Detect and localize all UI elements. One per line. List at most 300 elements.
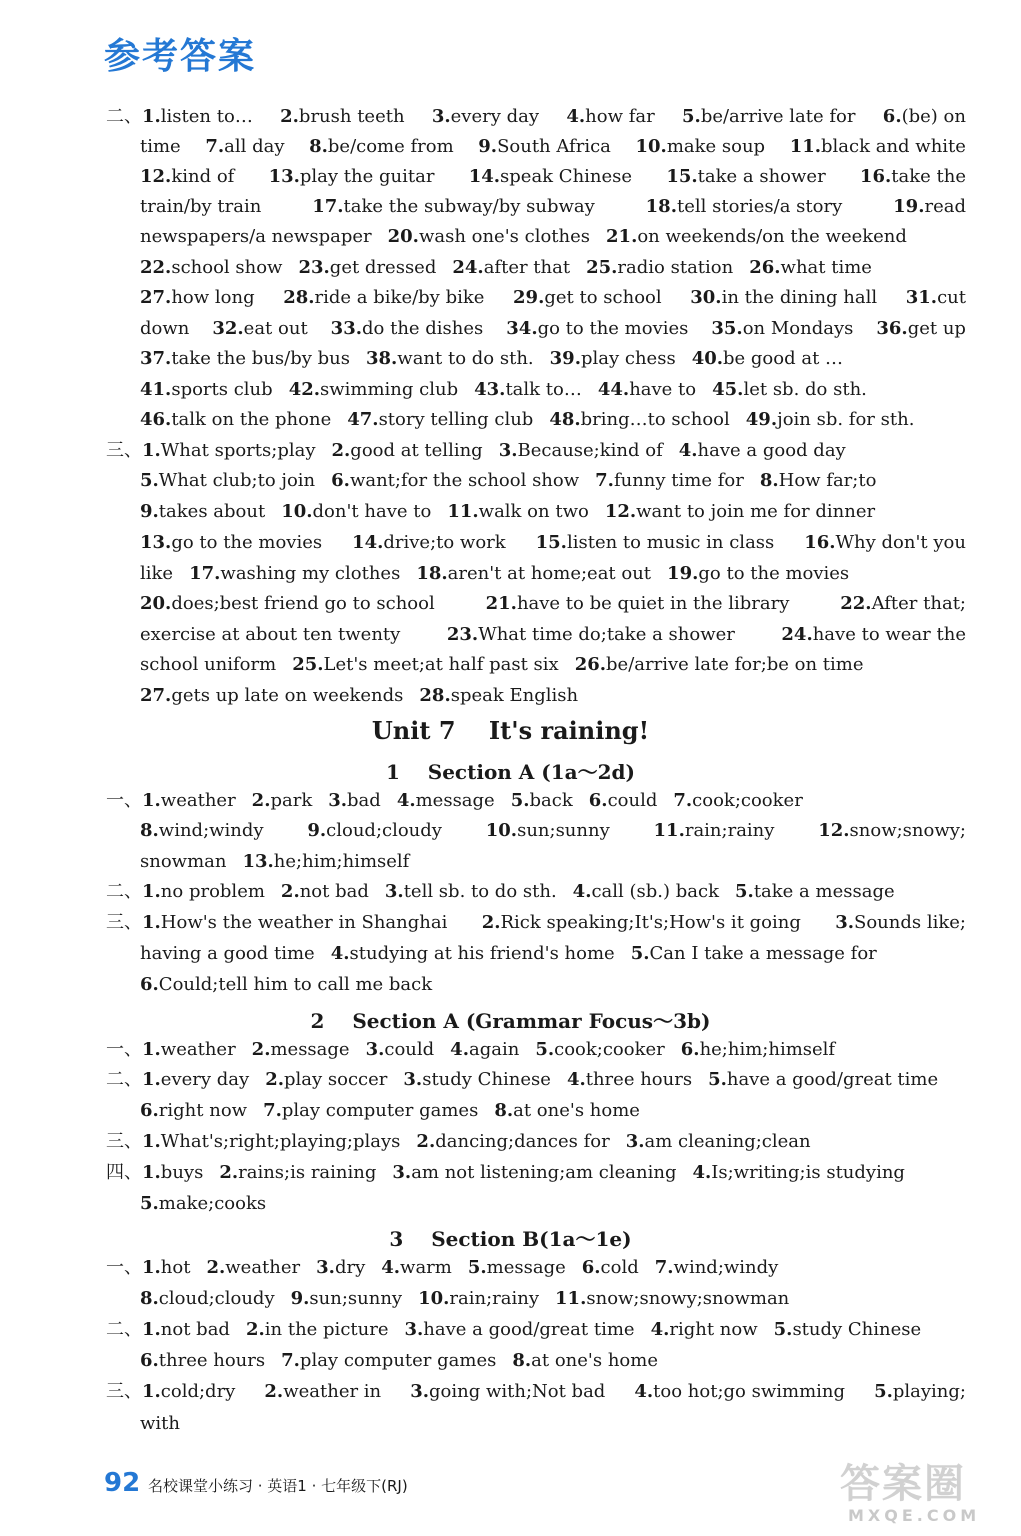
answer-text: get dressed (329, 257, 437, 278)
answer-item (140, 532, 322, 554)
answer-item (598, 379, 696, 401)
answer-text: sports club (171, 379, 273, 400)
answer-text: cold (600, 1257, 639, 1278)
answer-number: 3. (835, 912, 854, 933)
answer-text: tell sb. to do sth. (403, 881, 557, 902)
answer-text: all day (224, 136, 285, 157)
answer-item (140, 287, 255, 309)
answer-item (419, 685, 578, 707)
answer-line (106, 1319, 937, 1341)
answer-item (682, 106, 855, 128)
answer-number: 14. (352, 532, 384, 553)
answer-number: 12. (140, 166, 172, 187)
answer-text: he;him;himself (273, 851, 410, 872)
answer-item (392, 1162, 676, 1184)
answer-number: 5. (467, 1257, 487, 1278)
answer-text: am cleaning;clean (644, 1131, 811, 1152)
answer-item (140, 1350, 265, 1372)
answer-number: 1. (142, 440, 161, 461)
answer-item (595, 470, 744, 492)
answer-item (513, 287, 662, 309)
answer-number: 5. (874, 1381, 893, 1402)
answer-number: 2. (219, 1162, 239, 1183)
answer-item (589, 790, 658, 812)
answer-text: does;best friend go to school (171, 593, 435, 614)
answer-number: 7. (281, 1350, 300, 1371)
answer-number: 3. (403, 1069, 423, 1090)
answer-text: time (140, 136, 181, 157)
page-title: 参考答案 (104, 36, 257, 77)
answer-text: right now (158, 1100, 248, 1121)
answer-item (711, 318, 853, 340)
answer-number: 4. (692, 1162, 712, 1183)
answer-item (679, 440, 846, 462)
answer-item (735, 881, 895, 903)
answer-item (635, 136, 765, 158)
answer-text: bad (347, 790, 381, 811)
answer-number: 3. (316, 1257, 335, 1278)
answer-item (140, 943, 315, 965)
answer-text: eat out (243, 318, 308, 339)
answer-item (252, 1039, 350, 1061)
answer-number: 48. (549, 409, 581, 430)
answer-item (331, 943, 615, 965)
answer-item (140, 166, 234, 188)
answer-number: 26. (749, 257, 781, 278)
answer-text: play chess (580, 348, 676, 369)
answer-item (281, 1350, 496, 1372)
answer-item (140, 257, 282, 279)
answer-item (804, 532, 966, 554)
section-marker: 三、 (106, 912, 142, 933)
answer-text: speak Chinese (500, 166, 633, 187)
answer-line (140, 136, 966, 158)
answer-number: 5. (682, 106, 701, 127)
answer-text: message (415, 790, 495, 811)
answer-text: right now (669, 1319, 758, 1340)
answer-number: 4. (572, 881, 592, 902)
answer-item (482, 912, 801, 934)
answer-item (692, 348, 843, 370)
answer-number: 28. (283, 287, 315, 308)
answer-item (331, 318, 484, 340)
answer-item (410, 1381, 605, 1403)
answer-text: message (486, 1257, 566, 1278)
answer-item (140, 348, 350, 370)
answer-line (140, 226, 923, 248)
answer-number: 11. (789, 136, 822, 157)
answer-text: make soup (666, 136, 766, 157)
answer-line (106, 1039, 851, 1061)
answer-item (818, 820, 966, 842)
answer-text: get up (907, 318, 966, 339)
answer-text: what time (780, 257, 872, 278)
answer-line (140, 257, 888, 279)
answer-item (246, 1319, 389, 1341)
answer-number: 4. (678, 440, 698, 461)
answer-line (140, 501, 891, 523)
answer-item (404, 1319, 634, 1341)
answer-line (106, 790, 819, 812)
answer-number: 3. (625, 1131, 645, 1152)
answer-text: study Chinese (792, 1319, 922, 1340)
answer-number: 5. (708, 1069, 727, 1090)
answer-text: go to the movies (698, 563, 850, 584)
answer-line (140, 820, 966, 842)
answer-text: take a shower (697, 166, 826, 187)
answer-item (388, 226, 590, 248)
answer-number: 19. (893, 196, 925, 217)
answer-number: 7. (654, 1257, 674, 1278)
answer-number: 3. (410, 1381, 429, 1402)
answer-line (106, 1257, 794, 1279)
answer-item (140, 685, 403, 707)
answer-number: 18. (645, 196, 677, 217)
answer-number: 8. (759, 470, 779, 491)
answer-line (106, 1381, 966, 1403)
answer-item (447, 501, 588, 523)
answer-item (692, 1162, 905, 1184)
answer-item (307, 820, 442, 842)
answer-number: 8. (140, 1288, 159, 1309)
answer-text: cook;cooker (554, 1039, 665, 1060)
answer-text: ride a bike/by bike (314, 287, 485, 308)
answer-item (140, 409, 331, 431)
answer-number: 43. (474, 379, 506, 400)
answer-number: 17. (189, 563, 221, 584)
answer-item (840, 593, 966, 615)
answer-line (140, 654, 880, 676)
answer-text: What sports;play (160, 440, 316, 461)
answer-item (292, 654, 559, 676)
answer-text: swimming club (320, 379, 459, 400)
answer-text: not bad (160, 1319, 230, 1340)
answer-item (242, 851, 409, 873)
answer-item (712, 379, 867, 401)
answer-text: after that (483, 257, 571, 278)
answer-item (906, 287, 966, 309)
answer-number: 8. (140, 820, 159, 841)
answer-text: funny time for (613, 470, 744, 491)
answer-number: 13. (242, 851, 274, 872)
answer-text: cloud;cloudy (158, 1288, 275, 1309)
answer-item (142, 106, 253, 128)
answer-item (634, 1381, 845, 1403)
answer-text: walk on two (478, 501, 589, 522)
answer-item (281, 501, 431, 523)
answer-line (140, 379, 883, 401)
answer-number: 9. (140, 501, 159, 522)
answer-item (366, 348, 534, 370)
answer-item (774, 1319, 922, 1341)
answer-text: again (468, 1039, 520, 1060)
answer-line (140, 409, 930, 431)
answer-number: 7. (263, 1100, 282, 1121)
answer-item (575, 654, 864, 676)
section-marker: 三、 (106, 440, 142, 461)
answer-item (142, 1039, 236, 1061)
answer-text: Rick speaking;It's;How's it going (500, 912, 801, 933)
answer-item (468, 1257, 566, 1279)
answer-item (142, 790, 236, 812)
answer-text: talk on the phone (171, 409, 332, 430)
answer-number: 1. (142, 912, 161, 933)
answer-item (328, 790, 381, 812)
answer-text: join sb. for sth. (777, 409, 915, 430)
answer-item (550, 348, 676, 370)
answer-item (655, 1257, 779, 1279)
answer-item (397, 790, 495, 812)
answer-line (106, 106, 966, 128)
answer-item (142, 1257, 190, 1279)
answer-number: 47. (347, 409, 379, 430)
section-marker: 三、 (106, 1381, 142, 1402)
answer-number: 1. (142, 106, 161, 127)
answer-number: 14. (468, 166, 501, 187)
answer-item (264, 1381, 381, 1403)
answer-number: 23. (298, 257, 330, 278)
answer-item (573, 881, 719, 903)
watermark-site: MXQE.COM (848, 1506, 981, 1525)
answer-item (316, 1257, 365, 1279)
answer-number: 2. (251, 1039, 271, 1060)
answer-number: 1. (142, 1257, 161, 1278)
answer-item (605, 501, 875, 523)
answer-text: bring…to school (580, 409, 730, 430)
answer-item (298, 257, 436, 279)
answer-line (140, 1288, 805, 1310)
answer-text: talk to… (505, 379, 582, 400)
answer-text: on Mondays (742, 318, 854, 339)
answer-line (106, 1131, 827, 1153)
answer-text: After that; (871, 593, 966, 614)
answer-text: at one's home (531, 1350, 658, 1371)
answer-item (309, 136, 454, 158)
answer-item (566, 106, 654, 128)
answer-line (106, 440, 862, 462)
answer-number: 6. (588, 790, 608, 811)
answer-item (140, 1288, 275, 1310)
answer-line (140, 685, 594, 707)
answer-item (347, 409, 533, 431)
watermark-logo-text: 答案圈 (840, 1461, 966, 1507)
section-marker: 一、 (106, 790, 142, 811)
answer-number: 27. (140, 685, 172, 706)
answer-number: 2. (331, 440, 351, 461)
answer-number: 2. (280, 106, 299, 127)
answer-number: 24. (452, 257, 484, 278)
answer-text: Because;kind of (517, 440, 663, 461)
answer-text: What time do;take a shower (478, 624, 735, 645)
answer-text: What's;right;playing;plays (160, 1131, 401, 1152)
answer-text: cold;dry (160, 1381, 236, 1402)
answer-number: 6. (581, 1257, 601, 1278)
answer-number: 6. (140, 974, 159, 995)
answer-text: let sb. do sth. (743, 379, 867, 400)
answer-text: What club;to join (158, 470, 316, 491)
answer-number: 4. (381, 1257, 401, 1278)
answer-item (205, 136, 284, 158)
answer-item (416, 563, 651, 585)
answer-number: 9. (290, 1288, 310, 1309)
answer-item (651, 1319, 758, 1341)
answer-text: rain;rainy (449, 1288, 540, 1309)
answer-number: 6. (882, 106, 902, 127)
answer-number: 11. (555, 1288, 587, 1309)
answer-number: 20. (387, 226, 419, 247)
answer-number: 1. (142, 1162, 161, 1183)
answer-item (140, 593, 435, 615)
answer-number: 2. (416, 1131, 436, 1152)
answer-item (291, 1288, 402, 1310)
answer-number: 5. (510, 790, 530, 811)
answer-number: 8. (512, 1350, 532, 1371)
answer-number: 22. (840, 593, 872, 614)
answer-item (331, 470, 579, 492)
answer-item-group (106, 106, 253, 128)
answer-line (140, 563, 865, 585)
answer-text: listen to… (160, 106, 253, 127)
answer-number: 1. (142, 1381, 161, 1402)
answer-text: too hot;go swimming (653, 1381, 846, 1402)
answer-text: radio station (617, 257, 734, 278)
answer-text: could (384, 1039, 435, 1060)
answer-text: three hours (585, 1069, 693, 1090)
answer-item (140, 820, 264, 842)
answer-item (283, 287, 484, 309)
answer-item (582, 1257, 639, 1279)
answer-item (790, 136, 966, 158)
answer-item (626, 1131, 811, 1153)
answer-item (860, 166, 966, 188)
answer-text: good at telling (350, 440, 483, 461)
answer-item (486, 820, 610, 842)
answer-text: play the guitar (299, 166, 435, 187)
answer-item-group (106, 1381, 235, 1403)
answer-line (140, 851, 425, 873)
answer-item (835, 912, 966, 934)
answer-item (219, 1162, 376, 1184)
answer-item (883, 106, 966, 128)
answer-item (265, 1069, 387, 1091)
answer-item (140, 318, 189, 340)
answer-number: 26. (574, 654, 607, 675)
answer-line (106, 881, 911, 903)
answer-text: snowman (140, 851, 227, 872)
answer-number: 1. (142, 1319, 161, 1340)
answer-number: 1. (142, 1039, 161, 1060)
answer-item (511, 790, 573, 812)
answer-text: hot (160, 1257, 191, 1278)
answer-item (749, 257, 872, 279)
answer-text: warm (400, 1257, 452, 1278)
answer-number: 7. (205, 136, 225, 157)
answer-number: 42. (288, 379, 321, 400)
answer-number: 1. (142, 881, 161, 902)
answer-item (142, 1131, 400, 1153)
answer-number: 5. (535, 1039, 555, 1060)
answer-text: want to join me for dinner (636, 501, 876, 522)
answer-line (140, 166, 966, 188)
answer-item (631, 943, 877, 965)
section-heading: 2 Section A (Grammar Focus～3b) (310, 1009, 711, 1033)
answer-number: 20. (140, 593, 172, 614)
answer-number: 3. (431, 106, 451, 127)
answer-text: read (924, 196, 966, 217)
answer-line (140, 974, 448, 996)
answer-number: 25. (586, 257, 618, 278)
answer-number: 10. (281, 501, 313, 522)
answer-item (474, 379, 582, 401)
answer-text: have a good/great time (423, 1319, 635, 1340)
answer-text: tell stories/a story (676, 196, 843, 217)
answer-item-group (106, 912, 447, 934)
answer-item (567, 1069, 692, 1091)
answer-text: wind;windy (158, 820, 264, 841)
answer-number: 11. (653, 820, 685, 841)
answer-text: no problem (160, 881, 265, 902)
answer-line (106, 912, 966, 934)
answer-number: 35. (711, 318, 743, 339)
answer-item (142, 912, 447, 934)
answer-item (142, 1319, 230, 1341)
answer-number: 13. (268, 166, 300, 187)
answer-number: 30. (690, 287, 722, 308)
section-marker: 三、 (106, 1131, 142, 1152)
answer-text: exercise at about ten twenty (140, 624, 401, 645)
answer-text: black and white (821, 136, 966, 157)
answer-item (452, 257, 570, 279)
answer-text: sun;sunny (517, 820, 610, 841)
answer-number: 46. (140, 409, 172, 430)
answer-text: school uniform (140, 654, 277, 675)
answer-text: washing my clothes (220, 563, 401, 584)
answer-item (876, 318, 966, 340)
answer-text: like (140, 563, 174, 584)
answer-number: 6. (140, 1350, 159, 1371)
answer-text: do the dishes (362, 318, 484, 339)
answer-item (280, 106, 404, 128)
answer-item (416, 1131, 609, 1153)
answer-item (781, 624, 966, 646)
section-marker: 二、 (106, 1069, 142, 1090)
answer-text: be/come from (327, 136, 454, 157)
answer-item (289, 379, 458, 401)
section-marker: 一、 (106, 1039, 142, 1060)
answer-item (140, 470, 315, 492)
answer-number: 5. (140, 470, 159, 491)
answer-item (447, 624, 735, 646)
answer-text: wind;windy (673, 1257, 779, 1278)
answer-text: want to do sth. (397, 348, 534, 369)
answer-text: brush teeth (298, 106, 405, 127)
answer-item (432, 106, 539, 128)
answer-item (746, 409, 915, 431)
answer-line (140, 318, 966, 340)
answer-number: 2. (206, 1257, 226, 1278)
answer-line (140, 348, 859, 370)
answer-text: take the (891, 166, 966, 187)
answer-item (673, 790, 802, 812)
answer-text: with (140, 1413, 180, 1434)
answer-number: 37. (140, 348, 172, 369)
answer-text: speak English (450, 685, 579, 706)
answer-text: get to school (544, 287, 662, 308)
answer-text: take the bus/by bus (171, 348, 350, 369)
answer-number: 38. (365, 348, 398, 369)
answer-line (140, 287, 966, 309)
answer-text: don't have to (312, 501, 432, 522)
